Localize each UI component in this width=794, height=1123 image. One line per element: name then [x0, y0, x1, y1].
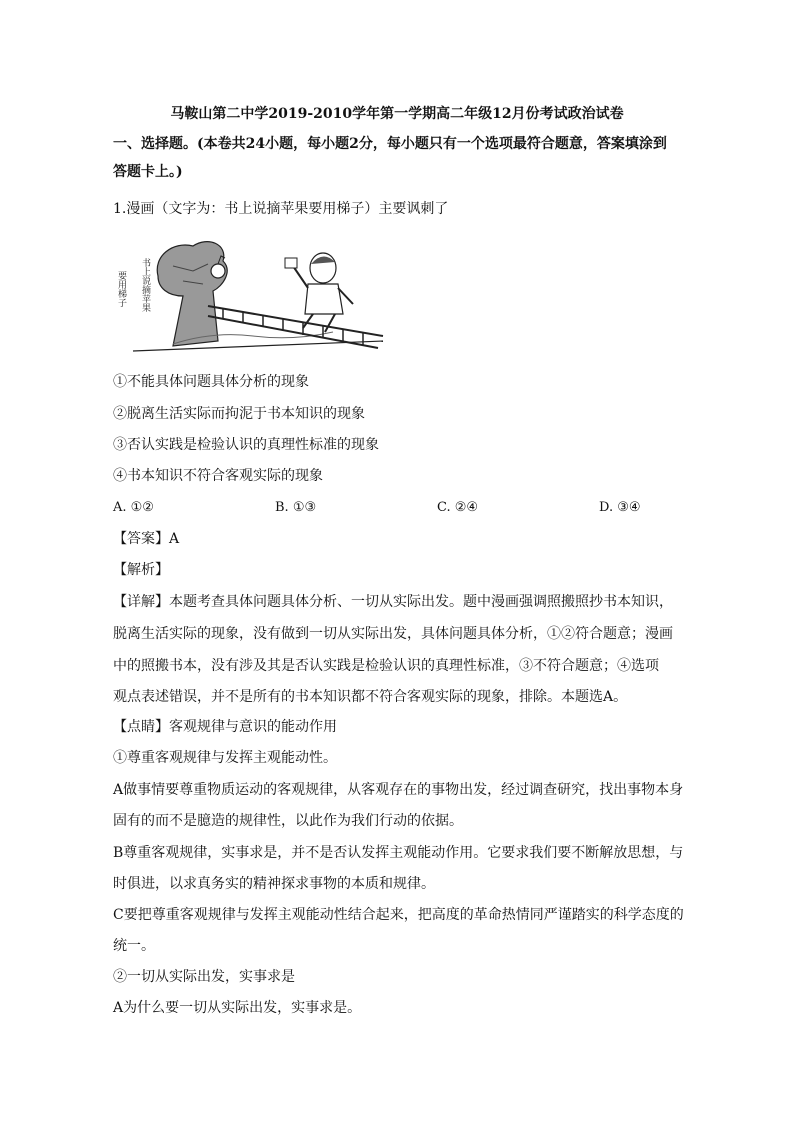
detail-line-2: 脱离生活实际的现象，没有做到一切从实际出发，具体问题具体分析，①②符合题意；漫画 [113, 626, 673, 642]
note-line-4: 固有的而不是臆造的规律性，以此作为我们行动的依据。 [113, 813, 463, 829]
option-b: B. ①③ [275, 500, 317, 515]
answer: 【答案】A [113, 531, 180, 547]
note-line-7: C要把尊重客观规律与发挥主观能动性结合起来，把高度的革命热情同严谨踏实的科学态度的 [113, 907, 684, 923]
note-line-8: 统一。 [113, 938, 155, 954]
cartoon-caption-right: 书上说摘苹果 [140, 258, 150, 312]
cartoon-caption-left: 要用梯子 [116, 271, 126, 307]
note-line-5: B尊重客观规律，实事求是，并不是否认发挥主观能动作用。它要求我们要不断解放思想，与 [113, 845, 684, 861]
detail-line-1: 【详解】本题考查具体问题具体分析、一切从实际出发。题中漫画强调照搬照抄书本知识， [113, 594, 673, 610]
note-line-10: A为什么要一切从实际出发，实事求是。 [113, 1000, 362, 1016]
analysis-heading: 【解析】 [113, 562, 169, 578]
note-line-3: A做事情要尊重物质运动的客观规律，从客观存在的事物出发，经过调查研究，找出事物本身 [113, 782, 684, 798]
option-a: A. ①② [113, 500, 154, 515]
detail-line-3: 中的照搬书本，没有涉及其是否认实践是检验认识的真理性标准，③不符合题意；④选项 [113, 658, 659, 674]
note-line-2: ①尊重客观规律与发挥主观能动性。 [113, 750, 337, 766]
option-d: D. ③④ [599, 500, 641, 515]
choice-item-3: ③否认实践是检验认识的真理性标准的现象 [113, 437, 379, 453]
note-line-9: ②一切从实际出发，实事求是 [113, 969, 295, 985]
choice-item-2: ②脱离生活实际而拘泥于书本知识的现象 [113, 406, 365, 422]
detail-line-4: 观点表述错误，并不是所有的书本知识都不符合客观实际的现象，排除。本题选A。 [113, 689, 628, 705]
choice-item-1: ①不能具体问题具体分析的现象 [113, 374, 309, 390]
cartoon-image [113, 236, 393, 362]
question-stem: 1.漫画（文字为：书上说摘苹果要用梯子）主要讽刺了 [113, 201, 449, 217]
section-heading-line-2: 答题卡上。) [113, 164, 183, 180]
exam-title: 马鞍山第二中学2019-2010学年第一学期高二年级12月份考试政治试卷 [170, 106, 624, 122]
choice-item-4: ④书本知识不符合客观实际的现象 [113, 468, 323, 484]
note-line-6: 时俱进，以求真务实的精神探求事物的本质和规律。 [113, 876, 435, 892]
section-heading-line-1: 一、选择题。(本卷共24小题，每小题2分，每小题只有一个选项最符合题意，答案填涂到 [113, 136, 667, 152]
option-c: C. ②④ [437, 500, 479, 515]
note-line-1: 【点睛】客观规律与意识的能动作用 [113, 719, 337, 735]
